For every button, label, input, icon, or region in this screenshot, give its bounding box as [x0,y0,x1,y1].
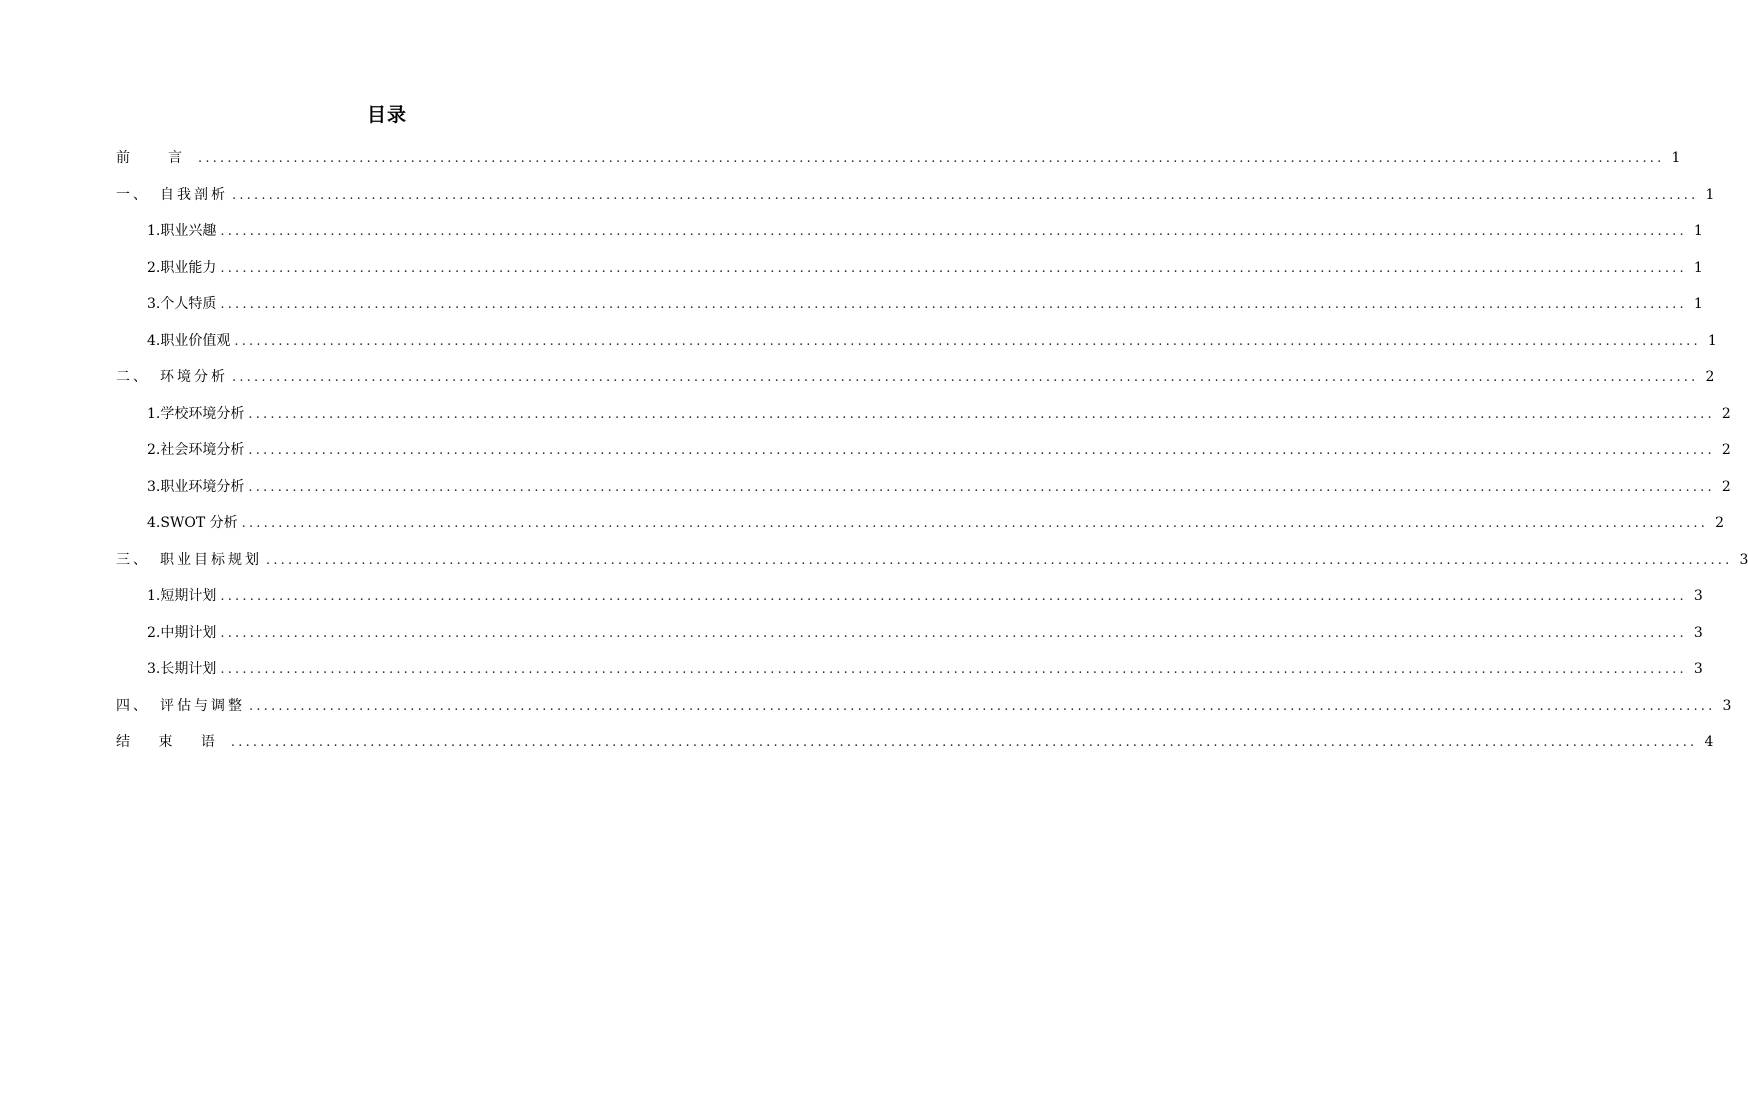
toc-dot-leader: ........................................................................................................................................................................................................ [220,297,1687,312]
toc-dot-leader: ........................................................................................................................................................................................................ [220,260,1687,276]
toc-entry-label: 1.职业兴趣 [147,223,217,239]
toc-page-number: 2 [1705,369,1715,385]
toc-entry-label: 4.职业价值观 [147,332,231,349]
toc-dot-leader: ........................................................................................................................................................................................................ [249,698,1716,714]
toc-entry-chapter[interactable] [116,364,1715,401]
toc-entry-section[interactable] [116,510,1725,547]
toc-page-number: 2 [1721,442,1731,458]
toc-dot-leader: ........................................................................................................................................................................................................ [230,735,1698,750]
toc-dot-leader: ........................................................................................................................................................................................................ [241,516,1709,531]
toc-page-number: 2 [1721,478,1731,495]
toc-page-number: 3 [1693,588,1703,604]
toc-page-number: 2 [1721,405,1731,422]
toc-entry-label: 4.SWOT 分析 [147,515,238,531]
toc-page-number: 3 [1693,661,1703,677]
toc-page-number: 3 [1739,551,1748,568]
toc-entry-label: 结 束 语 [116,734,227,750]
toc-entry-label: 前 言 [116,150,194,166]
toc-page-number: 4 [1704,734,1714,750]
toc-entry-chapter[interactable] [116,145,1681,182]
toc-dot-leader: ........................................................................................................................................................................................................ [234,333,1701,349]
toc-page-number: 1 [1693,259,1703,276]
toc-page-number: 2 [1715,515,1725,531]
toc-page-number: 1 [1693,296,1703,312]
toc-page-number: 1 [1705,186,1715,203]
toc-entry-label: 3.个人特质 [147,296,217,312]
toc-entry-section[interactable] [116,255,1703,292]
toc-dot-leader: ........................................................................................................................................................................................................ [232,187,1699,203]
toc-entry-label: 3.职业环境分析 [147,478,245,495]
toc-entry-section[interactable] [116,656,1703,693]
page-title: 目录 [366,104,407,126]
toc-entry-section[interactable] [116,474,1731,511]
toc-dot-leader: ........................................................................................................................................................................................................ [220,662,1687,677]
toc-entry-label: 2.社会环境分析 [147,442,245,458]
toc-entry-section[interactable] [116,218,1703,255]
toc-entry-chapter[interactable] [116,729,1714,766]
toc-entry-label: 1.学校环境分析 [147,405,245,422]
toc-entry-label: 1.短期计划 [147,588,217,604]
toc-entry-label: 一、 自我剖析 [116,186,228,203]
toc-dot-leader: ........................................................................................................................................................................................................ [220,625,1687,641]
toc-entry-section[interactable] [116,437,1731,474]
toc-entry-chapter[interactable] [116,182,1715,219]
toc-entry-label: 2.中期计划 [147,624,217,641]
toc-page-number: 3 [1693,624,1703,641]
toc-dot-leader: ........................................................................................................................................................................................................ [198,151,1665,166]
toc-entry-label: 2.职业能力 [147,259,217,276]
toc-entry-section[interactable] [116,401,1731,438]
toc-entry-label: 三、 职业目标规划 [116,551,262,568]
toc-dot-leader: ........................................................................................................................................................................................................ [248,443,1715,458]
toc-entry-label: 二、 环境分析 [116,369,228,385]
toc-page-number: 3 [1722,697,1732,714]
toc-entry-label: 3.长期计划 [147,661,217,677]
toc-entry-label: 四、 评估与调整 [116,697,245,714]
table-of-contents [116,145,1748,766]
toc-page-number: 1 [1693,223,1703,239]
toc-dot-leader: ........................................................................................................................................................................................................ [220,589,1687,604]
toc-dot-leader: ........................................................................................................................................................................................................ [232,370,1699,385]
toc-entry-section[interactable] [116,583,1703,620]
toc-dot-leader: ........................................................................................................................................................................................................ [248,406,1715,422]
toc-dot-leader: ........................................................................................................................................................................................................ [248,479,1715,495]
toc-page-number: 1 [1707,332,1717,349]
toc-page-number: 1 [1671,150,1681,166]
toc-entry-chapter[interactable] [116,547,1748,584]
toc-dot-leader: ........................................................................................................................................................................................................ [220,224,1687,239]
toc-entry-section[interactable] [116,620,1703,657]
toc-entry-section[interactable] [116,328,1717,365]
toc-dot-leader: ........................................................................................................................................................................................................ [266,552,1733,568]
toc-entry-section[interactable] [116,291,1703,328]
toc-entry-chapter[interactable] [116,693,1732,730]
